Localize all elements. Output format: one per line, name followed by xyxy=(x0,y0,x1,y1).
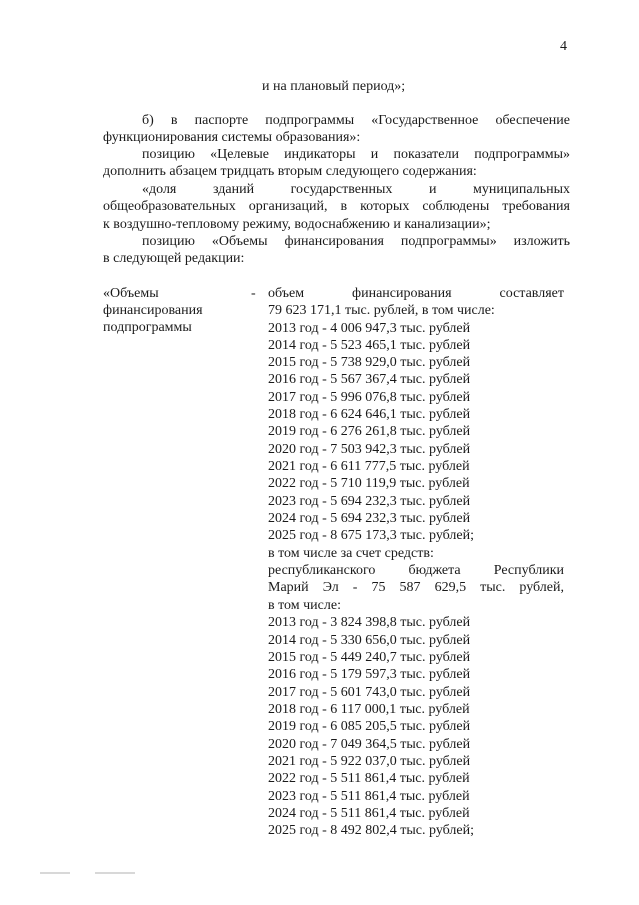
republic-year-2017: 2017 год - 5 601 743,0 тыс. рублей xyxy=(268,685,471,700)
total-year-2025: 2025 год - 8 675 173,3 тыс. рублей; xyxy=(268,528,475,543)
intro-line: и на плановый период»; xyxy=(262,79,406,94)
paragraph-volumes-line-2: в следующей редакции: xyxy=(103,251,245,266)
total-line-2: 79 623 171,1 тыс. рублей, в том числе: xyxy=(268,303,495,318)
quote-line-3: к воздушно-тепловому режиму, водоснабжению и канализации»; xyxy=(103,217,491,232)
total-line-1: объем финансирования составляет xyxy=(268,286,564,301)
total-year-2018: 2018 год - 6 624 646,1 тыс. рублей xyxy=(268,407,471,422)
republic-year-2013: 2013 год - 3 824 398,8 тыс. рублей xyxy=(268,615,471,630)
republic-year-2019: 2019 год - 6 085 205,5 тыс. рублей xyxy=(268,719,471,734)
total-year-2020: 2020 год - 7 503 942,3 тыс. рублей xyxy=(268,442,471,457)
republic-year-2016: 2016 год - 5 179 597,3 тыс. рублей xyxy=(268,667,471,682)
total-year-2021: 2021 год - 6 611 777,5 тыс. рублей xyxy=(268,459,470,474)
total-year-2024: 2024 год - 5 694 232,3 тыс. рублей xyxy=(268,511,471,526)
table-dash: - xyxy=(251,286,256,301)
republic-year-2024: 2024 год - 5 511 861,4 тыс. рублей xyxy=(268,806,470,821)
republic-line-1: республиканского бюджета Республики xyxy=(268,563,564,578)
republic-year-2025: 2025 год - 8 492 802,4 тыс. рублей; xyxy=(268,823,475,838)
quote-line-1: «доля зданий государственных и муниципальных xyxy=(142,182,570,197)
total-year-2023: 2023 год - 5 694 232,3 тыс. рублей xyxy=(268,494,471,509)
republic-line-3: в том числе: xyxy=(268,598,341,613)
republic-year-2014: 2014 год - 5 330 656,0 тыс. рублей xyxy=(268,633,471,648)
table-label-line-3: подпрограммы xyxy=(103,320,192,335)
total-year-2014: 2014 год - 5 523 465,1 тыс. рублей xyxy=(268,338,471,353)
paragraph-volumes-line-1: позицию «Объемы финансирования подпрограммы» изложить xyxy=(142,234,570,249)
total-year-2013: 2013 год - 4 006 947,3 тыс. рублей xyxy=(268,321,471,336)
paragraph-b-line-1: б) в паспорте подпрограммы «Государственное обеспечение xyxy=(142,113,570,128)
table-label-line-1: «Объемы xyxy=(103,286,159,301)
total-year-2016: 2016 год - 5 567 367,4 тыс. рублей xyxy=(268,372,471,387)
page-number: 4 xyxy=(560,39,567,54)
republic-line-2: Марий Эл - 75 587 629,5 тыс. рублей, xyxy=(268,580,564,595)
republic-year-2022: 2022 год - 5 511 861,4 тыс. рублей xyxy=(268,771,470,786)
republic-year-2018: 2018 год - 6 117 000,1 тыс. рублей xyxy=(268,702,470,717)
republic-year-2023: 2023 год - 5 511 861,4 тыс. рублей xyxy=(268,789,470,804)
scan-artifact xyxy=(95,872,135,874)
including-funds: в том числе за счет средств: xyxy=(268,546,434,561)
total-year-2022: 2022 год - 5 710 119,9 тыс. рублей xyxy=(268,476,470,491)
republic-year-2015: 2015 год - 5 449 240,7 тыс. рублей xyxy=(268,650,471,665)
republic-year-2021: 2021 год - 5 922 037,0 тыс. рублей xyxy=(268,754,471,769)
quote-line-2: общеобразовательных организаций, в которых соблюдены требования xyxy=(103,199,570,214)
paragraph-b-line-2: функционирования системы образования»: xyxy=(103,130,361,145)
paragraph-indicators-line-2: дополнить абзацем тридцать вторым следующего содержания: xyxy=(103,164,477,179)
table-label-line-2: финансирования xyxy=(103,303,203,318)
total-year-2015: 2015 год - 5 738 929,0 тыс. рублей xyxy=(268,355,471,370)
total-year-2019: 2019 год - 6 276 261,8 тыс. рублей xyxy=(268,424,471,439)
republic-year-2020: 2020 год - 7 049 364,5 тыс. рублей xyxy=(268,737,471,752)
paragraph-indicators-line-1: позицию «Целевые индикаторы и показатели подпрограммы» xyxy=(142,147,570,162)
scan-artifact xyxy=(40,872,70,874)
total-year-2017: 2017 год - 5 996 076,8 тыс. рублей xyxy=(268,390,471,405)
